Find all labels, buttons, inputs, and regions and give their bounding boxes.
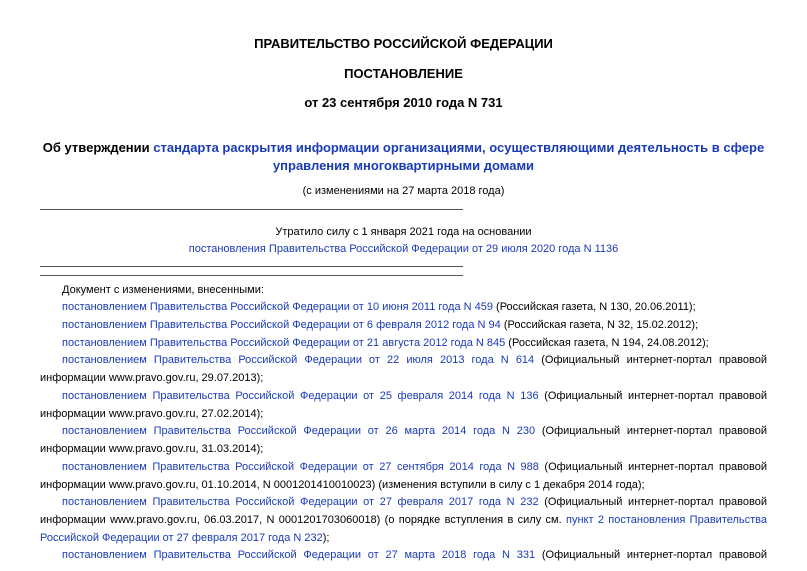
divider-middle: [40, 266, 463, 267]
document-type: ПОСТАНОВЛЕНИЕ: [344, 66, 463, 81]
amendment-link[interactable]: постановлением Правительства Российской Федерации от 27 февраля 2017 года N 232: [62, 496, 539, 508]
repeal-link[interactable]: постановления Правительства Российской Федерации от 29 июля 2020 года N 1136: [188, 243, 619, 255]
amendment-link[interactable]: постановлением Правительства Российской Федерации от 22 июля 2013 года N 614: [62, 354, 535, 366]
amendment-link[interactable]: постановлением Правительства Российской Федерации от 6 февраля 2012 года N 94: [62, 319, 501, 331]
document-title: [40, 139, 767, 175]
amendment-link[interactable]: постановлением Правительства Российской Федерации от 10 июня 2011 года N 459: [62, 301, 493, 313]
divider-top: [40, 209, 463, 210]
amendment-item: постановлением Правительства Российской Федерации от 25 февраля 2014 года N 136 (Официальный интернет-портал правовой информации www.pravo.gov.ru, 27.02.2014);: [40, 390, 767, 420]
amendment-item: постановлением Правительства Российской Федерации от 22 июля 2013 года N 614 (Официальный интернет-портал правовой информации www.pravo.gov.ru, 29.07.2013);: [40, 354, 767, 384]
amendment-link[interactable]: постановлением Правительства Российской Федерации от 27 марта 2018 года N 331: [62, 549, 536, 561]
amendment-link[interactable]: постановлением Правительства Российской Федерации от 25 февраля 2014 года N 136: [62, 390, 539, 402]
title-prefix: Об утверждении: [42, 140, 154, 155]
amendment-link-clause[interactable]: пункт 2 постановления Правительства Российской Федерации от 27 февраля 2017 года N 232: [40, 513, 768, 544]
amendment-item: постановлением Правительства Российской Федерации от 26 марта 2014 года N 230 (Официальный интернет-портал правовой информации www.pravo.gov.ru, 31.03.2014);: [40, 425, 767, 455]
amendment-link[interactable]: постановлением Правительства Российской Федерации от 27 сентября 2014 года N 988: [62, 461, 539, 473]
amendment-item: постановлением Правительства Российской Федерации от 10 июня 2011 года N 459 (Российская газета, N 130, 20.06.2011);: [62, 301, 696, 313]
amendment-item: постановлением Правительства Российской Федерации от 27 марта 2018 года N 331 (Официальный интернет-портал правовой: [62, 549, 767, 561]
amendments-intro: Документ с изменениями, внесенными:: [62, 284, 264, 296]
amendment-item: постановлением Правительства Российской Федерации от 21 августа 2012 года N 845 (Российская газета, N 194, 24.08.2012);: [62, 337, 709, 349]
amendment-link[interactable]: постановлением Правительства Российской Федерации от 21 августа 2012 года N 845: [62, 337, 506, 349]
amendment-item: постановлением Правительства Российской Федерации от 6 февраля 2012 года N 94 (Российская газета, N 32, 15.02.2012);: [62, 319, 699, 331]
revision-note: (с изменениями на 27 марта 2018 года): [302, 185, 505, 197]
document-date-number: от 23 сентября 2010 года N 731: [304, 95, 503, 110]
government-heading: ПРАВИТЕЛЬСТВО РОССИЙСКОЙ ФЕДЕРАЦИИ: [254, 36, 553, 51]
amendment-link[interactable]: постановлением Правительства Российской Федерации от 26 марта 2014 года N 230: [62, 425, 536, 437]
divider-bottom: [40, 275, 463, 276]
title-standard-link[interactable]: стандарта раскрытия информации организациями, осуществляющими деятельность в сфере управления многоквартирными домами: [153, 140, 765, 173]
amendment-item: постановлением Правительства Российской Федерации от 27 сентября 2014 года N 988 (Официальный интернет-портал правовой информации www.pravo.gov.ru, 01.10.2014, N 0001201410010023) (изменения вступили в силу с 1 декабря 2014 года);: [40, 461, 767, 491]
repeal-text: Утратило силу с 1 января 2021 года на основании: [275, 226, 532, 238]
amendment-item: постановлением Правительства Российской Федерации от 27 февраля 2017 года N 232 (Официальный интернет-портал правовой информации www.pravo.gov.ru, 06.03.2017, N 0001201703060018) (о порядке вступления в силу см. пункт 2 постановления Правительства Российской Федерации от 27 февраля 2017 года N 232);: [40, 496, 768, 544]
